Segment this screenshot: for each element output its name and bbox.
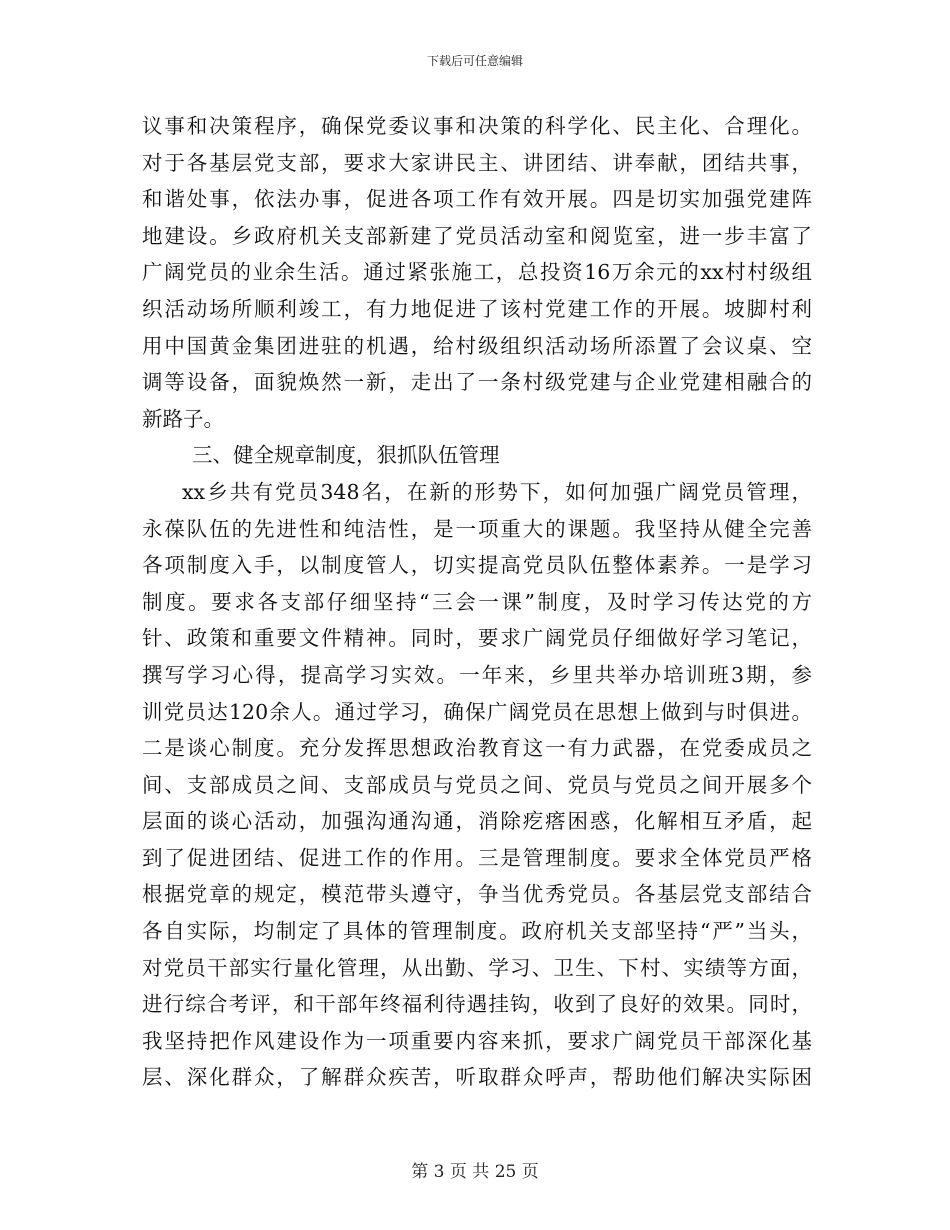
body-line: 层、深化群众，了解群众疾苦，听取群众呼声，帮助他们解决实际困 xyxy=(142,1065,812,1090)
section-heading: 三、健全规章制度，狠抓队伍管理 xyxy=(192,443,500,468)
body-line: 我坚持把作风建设作为一项重要内容来抓，要求广阔党员干部深化基 xyxy=(142,1028,812,1053)
body-line: 议事和决策程序，确保党委议事和决策的科学化、民主化、合理化。 xyxy=(142,114,812,138)
body-line: 对于各基层党支部，要求大家讲民主、讲团结、讲奉献，团结共事， xyxy=(142,150,812,175)
body-line: 进行综合考评，和干部年终福利待遇挂钩，收到了良好的效果。同时， xyxy=(142,992,812,1017)
body-line: 对党员干部实行量化管理，从出勤、学习、卫生、下村、实绩等方面， xyxy=(142,955,812,980)
body-line: 针、政策和重要文件精神。同时，要求广阔党员仔细做好学习笔记， xyxy=(142,626,812,651)
body-line: 各项制度入手，以制度管人，切实提高党员队伍整体素养。一是学习 xyxy=(142,553,812,578)
body-line: 用中国黄金集团进驻的机遇，给村级组织活动场所添置了会议桌、空 xyxy=(142,333,812,358)
body-line: 制度。要求各支部仔细坚持“三会一课”制度，及时学习传达党的方 xyxy=(142,589,812,614)
body-line: 地建设。乡政府机关支部新建了党员活动室和阅览室，进一步丰富了 xyxy=(142,223,812,248)
body-line: 到了促进团结、促进工作的作用。三是管理制度。要求全体党员严格 xyxy=(142,845,812,870)
page-header: 下载后可任意编辑 xyxy=(426,54,523,68)
body-line: 各自实际，均制定了具体的管理制度。政府机关支部坚持“严”当头， xyxy=(142,919,812,944)
body-line: 撰写学习心得，提高学习实效。一年来，乡里共举办培训班3期，参 xyxy=(142,662,812,687)
body-line: 新路子。 xyxy=(142,406,224,431)
page-number-footer: 第 3 页 共 25 页 xyxy=(411,1162,539,1182)
body-line: 和谐处事，依法办事，促进各项工作有效开展。四是切实加强党建阵 xyxy=(142,187,812,212)
body-line: xx乡共有党员348名，在新的形势下，如何加强广阔党员管理， xyxy=(182,479,812,504)
body-line: 永葆队伍的先进性和纯洁性，是一项重大的课题。我坚持从健全完善 xyxy=(142,516,812,541)
body-line: 广阔党员的业余生活。通过紧张施工，总投资16万余元的xx村村级组 xyxy=(142,260,812,285)
body-line: 根据党章的规定，模范带头遵守，争当优秀党员。各基层党支部结合 xyxy=(142,882,812,907)
body-line: 间、支部成员之间、支部成员与党员之间、党员与党员之间开展多个 xyxy=(142,772,812,797)
body-line: 层面的谈心活动，加强沟通沟通，消除疙瘩困惑，化解相互矛盾，起 xyxy=(142,809,812,834)
body-line: 训党员达120余人。通过学习，确保广阔党员在思想上做到与时俱进。 xyxy=(142,699,812,724)
body-line: 织活动场所顺利竣工，有力地促进了该村党建工作的开展。坡脚村利 xyxy=(142,296,812,321)
body-line: 调等设备，面貌焕然一新，走出了一条村级党建与企业党建相融合的 xyxy=(142,370,812,395)
document-body xyxy=(142,108,812,1096)
body-line: 二是谈心制度。充分发挥思想政治教育这一有力武器，在党委成员之 xyxy=(142,736,812,761)
